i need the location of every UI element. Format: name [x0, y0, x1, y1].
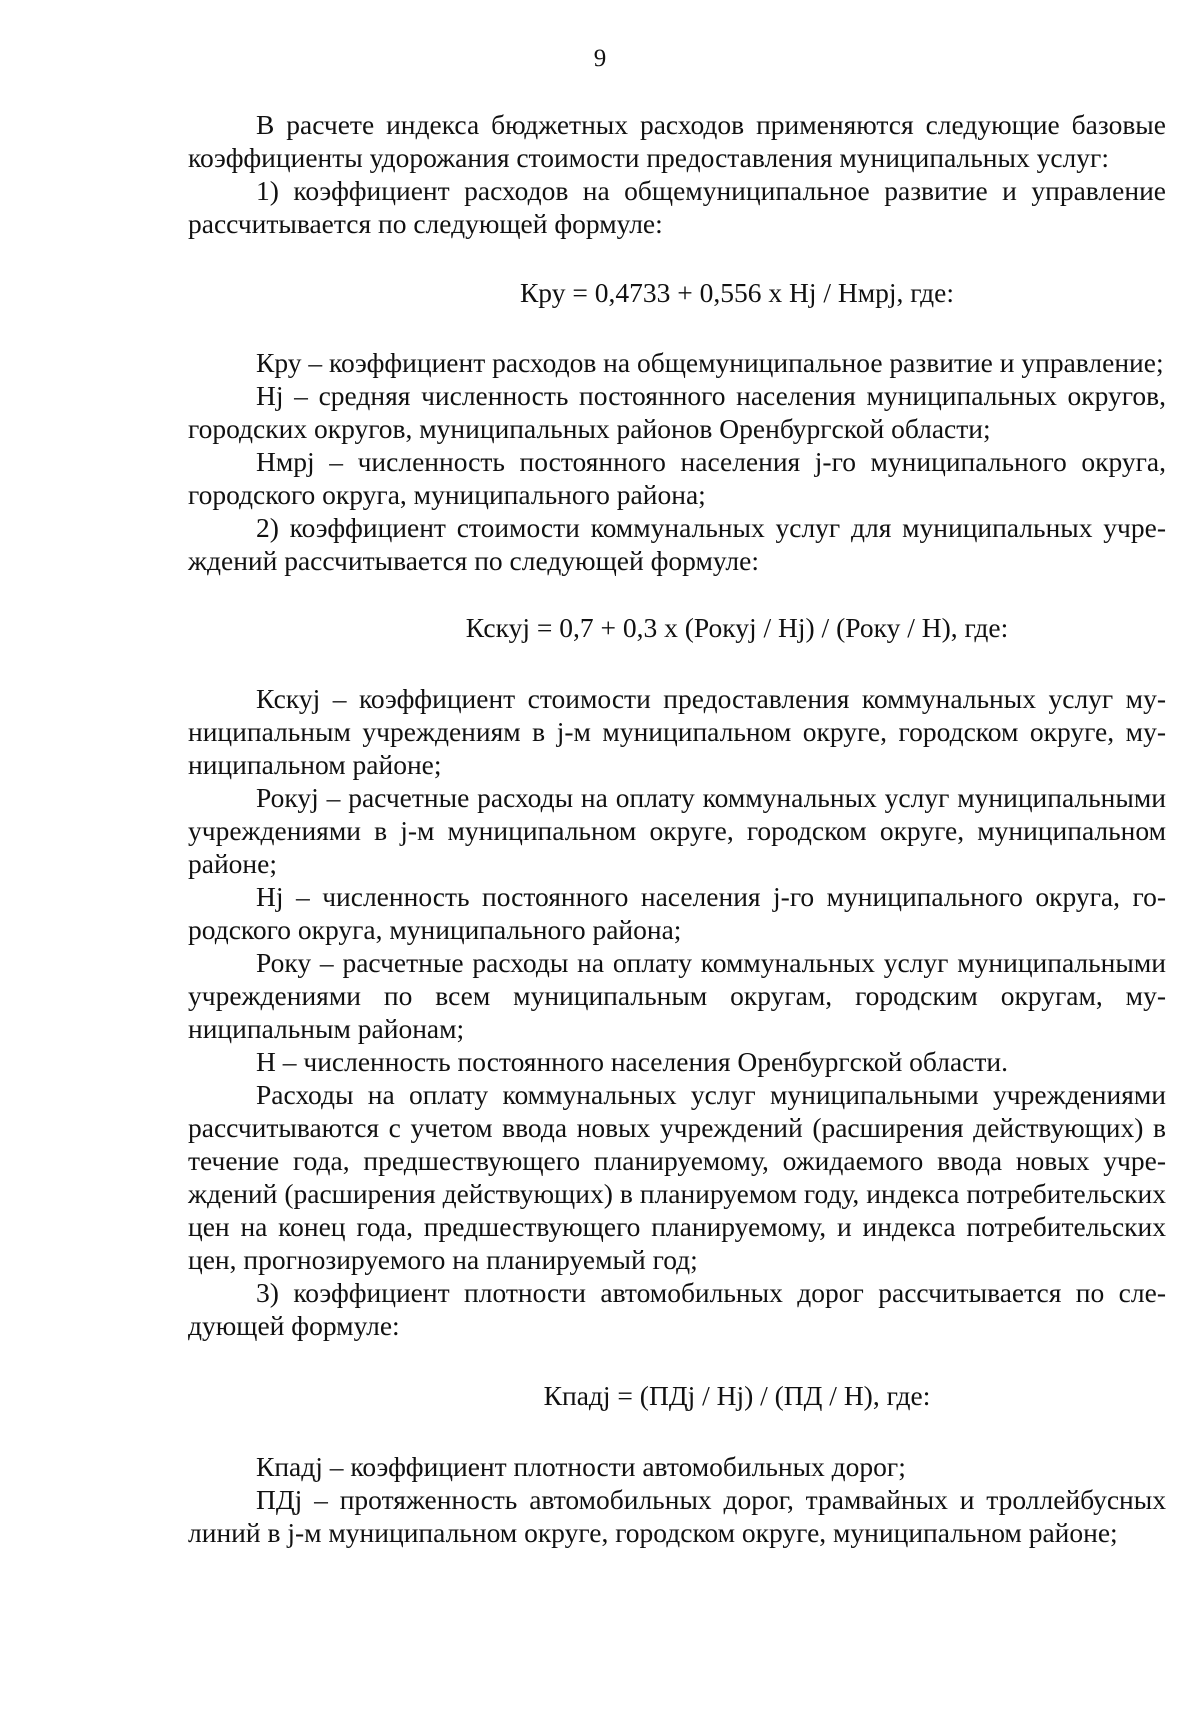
definition-n: Н – численность постоянного населения Оренбургской области.	[256, 1046, 1008, 1077]
definition-kskuj: Кскуj – коэффициент стоимости предоставления коммунальных услуг муниципальным учреждениям в j-м муниципальном округе, городском округе, муниципальном районе;	[188, 683, 1166, 780]
definition-rokuj: Рокуj – расчетные расходы на оплату коммунальных услуг муниципальными учреждениями в j-м муниципальном округе, городском округе, муниципальном районе;	[188, 782, 1166, 879]
definition-kru: Кру – коэффициент расходов на общемуниципальное развитие и управление;	[256, 347, 1164, 378]
definition-nmrj: Нмрj – численность постоянного населения j-го муниципального округа, городского округа, муниципального района;	[188, 446, 1166, 510]
formula-kskuj: Кскуj = 0,7 + 0,3 х (Рокуj / Hj) / (Року / Н), где:	[465, 612, 1009, 643]
paragraph-intro: В расчете индекса бюджетных расходов применяются следующие базовые коэффициенты удорожания стоимости предоставления муниципальных услуг:	[188, 109, 1166, 173]
definition-roku: Року – расчетные расходы на оплату коммунальных услуг муниципальными учреждениями по всем муниципальным округам, городским округам, муниципальным районам;	[188, 947, 1166, 1044]
paragraph-item-1: 1) коэффициент расходов на общемуниципальное развитие и управление рассчитывается по следующей формуле:	[188, 175, 1166, 239]
definition-hj-average: Hj – средняя численность постоянного населения муниципальных округов, городских округов, муниципальных районов Оренбургской области;	[188, 380, 1166, 444]
paragraph-item-3: 3) коэффициент плотности автомобильных дорог рассчитывается по следующей формуле:	[188, 1277, 1166, 1341]
formula-kru: Кру = 0,4733 + 0,556 х Hj / Нмрj, где:	[519, 277, 955, 308]
page-number: 9	[593, 45, 607, 72]
definition-pdj: ПДj – протяженность автомобильных дорог, трамвайных и троллейбусных линий в j-м муниципальном округе, городском округе, муниципальном районе;	[188, 1484, 1166, 1548]
paragraph-item-2: 2) коэффициент стоимости коммунальных услуг для муниципальных учреждений рассчитывается по следующей формуле:	[188, 512, 1166, 576]
definition-hj: Hj – численность постоянного населения j-го муниципального округа, городского округа, муниципального района;	[188, 881, 1166, 945]
formula-kpadj: Кпадj = (ПДj / Hj) / (ПД / Н), где:	[543, 1380, 931, 1411]
document-body	[188, 108, 1166, 1549]
paragraph-utility-costs: Расходы на оплату коммунальных услуг муниципальными учреждениями рассчитываются с учетом ввода новых учреждений (расширения действующих) в течение года, предшествующего планируемому, ожидаемого ввода новых учреждений (расширения действующих) в планируемом году, индекса потребительских цен на конец года, предшествующего планируемому, и индекса потребительских цен, прогнозируемого на планируемый год;	[188, 1079, 1166, 1275]
definition-kpadj: Кпадj – коэффициент плотности автомобильных дорог;	[256, 1451, 906, 1482]
